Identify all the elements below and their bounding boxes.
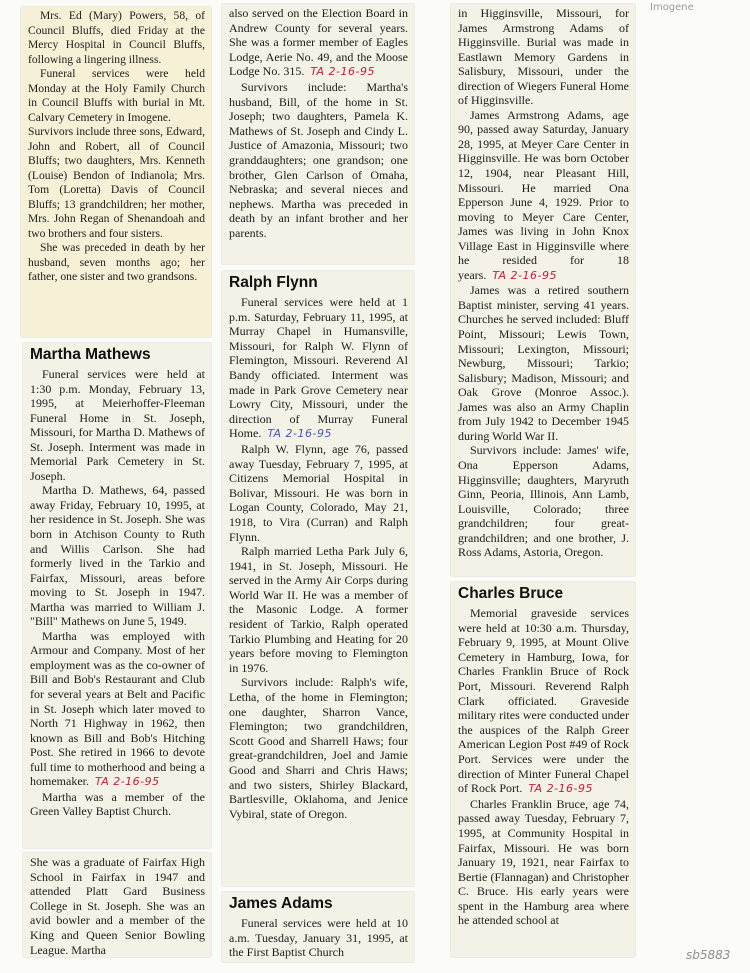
obit-paragraph: [458, 606, 629, 797]
obit-text: also served on the Election Board in Andrew County for several years. She was a former member of Eagles Lodge, Aerie No. 49, and the Moose Lodge No. 315.: [229, 6, 408, 79]
handwritten-date-note: TA 2-16-95: [310, 65, 375, 79]
clipping-flynn-obituary: [222, 271, 414, 886]
obit-paragraph: Survivors include: Ralph's wife, Letha, of the home in Flemington; one daughter, Sharron Vance, Flemington; two grandchildren, Scott Good and Sharrell Haws; four great-grandchildren, Joel and Jamie Good and Sharri and Chris Haws; and two sisters, Shirley Blackard, Bartlesville, Oklahoma, and Jenice Vybiral, state of Oregon.: [229, 675, 408, 821]
obit-paragraph: Mrs. Ed (Mary) Powers, 58, of Council Bluffs, died Friday at the Mercy Hospital in Council Bluffs, following a lingering illness.: [28, 9, 205, 66]
handwritten-date-note: TA 2-16-95: [267, 427, 332, 441]
pencil-corner-note: Imogene: [650, 2, 694, 13]
obit-paragraph: Survivors include: James' wife, Ona Epperson Adams, Higginsville; daughters, Maryruth Ginn, Peoria, Illinois, Ann Lamb, Louisville, Colorado; three grandchildren; four great-grandchildren; and one brother, J. Ross Adams, Astoria, Oregon.: [458, 443, 629, 560]
obit-paragraph: Funeral services were held Monday at the Holy Family Church in Council Bluffs with burial in Mt. Calvary Cemetery in Imogene.: [28, 67, 205, 124]
obit-paragraph: Martha was a member of the Green Valley Baptist Church.: [30, 789, 205, 819]
obit-paragraph: Funeral services were held at 10 a.m. Tuesday, January 31, 1995, at the First Baptist Church: [229, 916, 408, 960]
handwritten-date-note: TA 2-16-95: [94, 775, 160, 789]
obit-paragraph: Survivors include three sons, Edward, John and Robert, all of Council Bluffs; two daughters, Mrs. Kenneth (Louise) Bendon of Indianola; Mrs. Tom (Loretta) Davis of Council Bluffs; 13 grandchildren; her mother, Mrs. John Regan of Shenandoah and two brothers and four sisters.: [28, 125, 205, 240]
clipping-powers-obituary: [21, 7, 211, 337]
obit-paragraph: Ralph W. Flynn, age 76, passed away Tuesday, February 7, 1995, at Citizens Memorial Hospital in Bolivar, Missouri. He was born in Logan County, Colorado, May 21, 1918, to Vira (Curran) and Ralph Flynn.: [229, 441, 408, 544]
obit-text: Martha was employed with Armour and Company. Most of her employment was as the co-owner of Bill and Bob's Restaurant and Club for several years at Belt and Pacific in St. Joseph which later moved to North 71 Highway in 1962, then known as Bill and Bob's Hitching Post. She retired in 1966 to devote full time to motherhood and being a homemaker.: [30, 628, 205, 789]
obit-heading: Ralph Flynn: [229, 274, 318, 291]
obit-paragraph: Survivors include: Martha's husband, Bill, of the home in St. Joseph; two daughters, Pamela K. Mathews of St. Joseph and Cindy L. Justice of Amazonia, Missouri; two granddaughters; one grandson; one brother, Glen Carlson of Omaha, Nebraska; and several nieces and nephews. Martha was preceded in death by an infant brother and her parents.: [229, 79, 408, 240]
obit-paragraph: She was preceded in death by her husband, seven months ago; her father, one sister and two grandsons.: [28, 241, 205, 283]
clipping-adams-obituary-continued: [451, 4, 635, 576]
handwritten-date-note: TA 2-16-95: [528, 782, 594, 796]
obit-paragraph: Martha D. Mathews, 64, passed away Friday, February 10, 1995, at her residence in St. Joseph. She was born in Atchison County to Ruth and Willis Carlson. She had formerly lived in the Tarkio and Fairfax, Missouri, areas before moving to St. Joseph in 1947. Martha was married to William J. "Bill" Mathews on June 5, 1949.: [30, 483, 205, 629]
obit-paragraph: Funeral services were held at 1:30 p.m. Monday, February 13, 1995, at Meierhoffer-Fleeman Funeral Home in St. Joseph, Missouri, for Martha D. Mathews of St. Joseph. Interment was made in Memorial Park Cemetery in St. Joseph.: [30, 367, 205, 483]
clipping-adams-obituary-start: [222, 892, 414, 962]
obit-heading: Martha Mathews: [30, 346, 151, 363]
archive-id-note: sb5883: [686, 948, 731, 962]
obit-paragraph: [30, 629, 205, 790]
obit-paragraph: in Higginsville, Missouri, for James Armstrong Adams of Higginsville. Burial was made in Eastlawn Memory Gardens in Salisbury, Missouri, under the direction of Wiegers Funeral Home of Higginsville.: [458, 6, 629, 108]
clipping-mathews-continued: [23, 853, 211, 957]
obit-text: Funeral services were held at 1 p.m. Saturday, February 11, 1995, at Murray Chapel in Humansville, Missouri, for Ralph W. Flynn of Flemington, Missouri. Reverend Al Bandy officiated. Interment was made in Park Grove Cemetery near Lowry City, Missouri, under the direction of Murray Funeral Home.: [229, 295, 408, 441]
obit-paragraph: Ralph married Letha Park July 6, 1941, in St. Joseph, Missouri. He served in the Army Air Corps during World War II. He was a member of the Masonic Lodge. A former resident of Tarkio, Ralph operated Tarkio Plumbing and Heating for 20 years before moving to Flemington in 1976.: [229, 544, 408, 675]
clipping-bruce-obituary: [451, 582, 635, 957]
obit-paragraph: She was a graduate of Fairfax High School in Fairfax in 1947 and attended Platt Gard Business College in St. Joseph. She was an avid bowler and a member of the King and Queen Senior Bowling League. Martha: [30, 855, 205, 957]
handwritten-date-note: TA 2-16-95: [492, 268, 557, 282]
obit-text: James Armstrong Adams, age 90, passed away Saturday, January 28, 1995, at Meyer Care Center in Higginsville. He was born October 12, 1904, near Pleasant Hill, Missouri. He married Ona Epperson June 4, 1929. Prior to moving to Meyer Care Center, James was living in John Knox Village East in Higginsville where he resided for 18 years.: [458, 107, 629, 282]
obit-paragraph: [229, 6, 408, 80]
obit-paragraph: Charles Franklin Bruce, age 74, passed away Tuesday, February 7, 1995, at Community Hospital in Fairfax, Missouri. He was born January 19, 1921, near Fairfax to Bertie (Flannagan) and Christopher C. Bruce. His early years were spent in the Hamburg area where he attended school at: [458, 796, 629, 928]
obit-heading: Charles Bruce: [458, 585, 564, 602]
obit-paragraph: [229, 295, 408, 442]
clipping-mathews-obituary: [23, 343, 211, 848]
obit-heading: James Adams: [229, 895, 333, 912]
obit-paragraph: James was a retired southern Baptist minister, serving 41 years. Churches he served included: Bluff Point, Missouri; Lewis Town, Missouri; Lexington, Missouri; Newburg, Missouri; Tarkio; Salisbury; Madison, Missouri; and Oak Grove (Monroe Assoc.). James was also an Army Chaplin from July 1942 to December 1945 during World War II.: [458, 283, 629, 443]
obit-text: Memorial graveside services were held at 10:30 a.m. Thursday, February 9, 1995, at Mount Olive Cemetery in Hamburg, Iowa, for Charles Franklin Bruce of Rock Port, Missouri. Reverend Ralph Clark officiated. Graveside military rites were conducted under the auspices of the Ralph Greer American Legion Post #49 of Rock Port. Services were under the direction of Minter Funeral Chapel of Rock Port.: [458, 606, 629, 796]
clipping-mathews-survivors: [222, 4, 414, 264]
obit-paragraph: [458, 108, 629, 284]
